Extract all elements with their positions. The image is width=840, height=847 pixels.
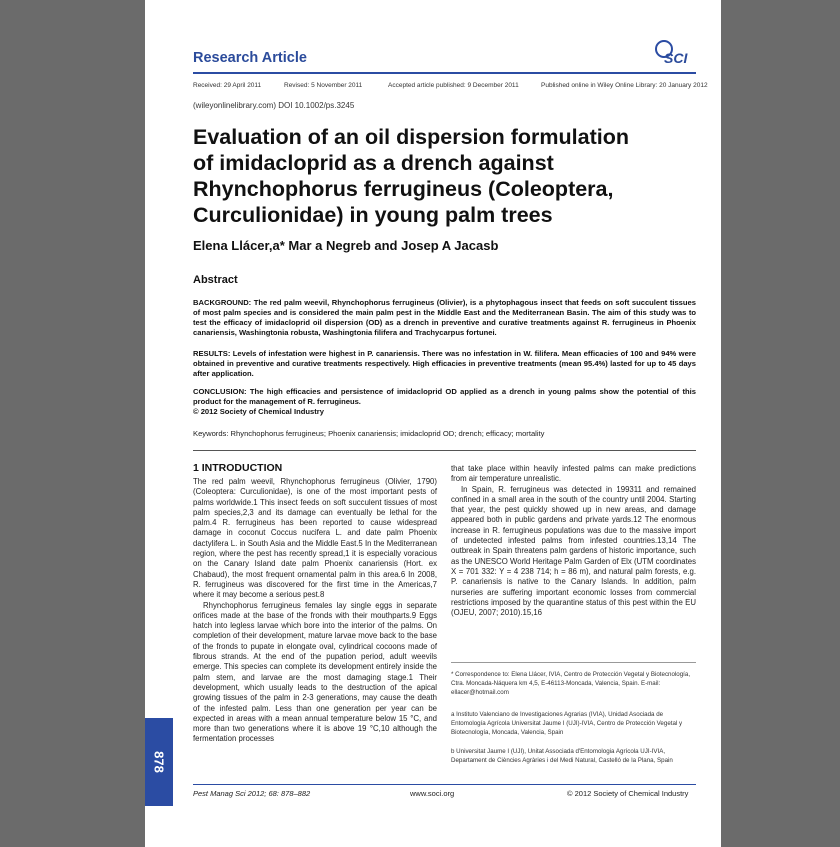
keywords: Keywords: Rhynchophorus ferrugineus; Phoenix canariensis; imidacloprid OD; drench; efficacy; mortality xyxy=(193,429,545,438)
paragraph: The red palm weevil, Rhynchophorus ferrugineus (Olivier, 1790) (Coleoptera: Curculionidae), is one of the most important pests of palms worldwide.1 This insect feeds on soft succulent tissues of most palm species,2,3 and its damage can eventually be lethal for the palm.4 R. ferrugineus has been reported to cause widespread damage in coconut Coccus nucifera L. and date palm Phoenix dactylifera L. in South Asia and the Middle East.5 In the Mediterranean region, where the pest has recently spread,1 it is especially voracious on the Canary Island date palm Phoenix canariensis (Hort. ex Chabaud), the most frequent ornamental palm in this area.6 In 2008, R. ferrugineus was discovered for the first time in the Americas,7 where it may become a serious pest.8 xyxy=(193,477,437,600)
authors: Elena Llácer,a* Mar a Negreb and Josep A Jacasb xyxy=(193,238,499,253)
footnote-affiliation-a: a Instituto Valenciano de Investigaciones Agrarias (IVIA), Unidad Asociada de Entomología Agrícola Universitat Jaume I (UJI)-IVIA, Centro de Protección Vegetal y Biotecnología, Moncada, Valencia, Spain xyxy=(451,711,683,736)
keywords-rule xyxy=(193,450,696,451)
footer-copyright: © 2012 Society of Chemical Industry xyxy=(567,789,689,798)
sci-logo-text: SCI xyxy=(664,50,688,66)
abstract-results: RESULTS: Levels of infestation were highest in P. canariensis. There was no infestation in W. filifera. Mean efficacies of 100 and 94% were obtained in preventive and curative treatments respectively. High efficacies in preventive treatments (mean 95.4%) lasted for up to 45 days after application. xyxy=(193,349,696,378)
page-number-tab xyxy=(145,718,173,806)
paragraph: that take place within heavily infested palms can make predictions from air temperature unrealistic. xyxy=(451,464,696,484)
abstract-copyright: © 2012 Society of Chemical Industry xyxy=(193,407,324,416)
page-number: 878 xyxy=(151,751,167,773)
paragraph: Rhynchophorus ferrugineus females lay single eggs in separate orifices made at the base of the fronds with their mouthparts.9 Eggs hatch into legless larvae which bore into the interior of the palms. On completion of their development, mature larvae move back to the base of the fronds to pupate in elongate oval, cylindrical cocoons made of fibrous strands. At the end of the pupation period, adult weevils emerge. This species can complete its development entirely inside the palm stem, and larvae are the most damaging stage.1 Their development, which usually leads to the destruction of the apical growing tissues of the palm in 2-3 generations, may cause the death of the infested palm. Less than one generation per year can be expected in areas with a mean annual temperature below 15 °C, and more than two generations where it is above 19 °C,10 although the fermentation processes xyxy=(193,600,437,744)
footnotes xyxy=(451,671,696,765)
footnote-correspondence: * Correspondence to: Elena Llácer, IVIA, Centro de Protección Vegetal y Biotecnología, Ctra. Moncada-Náquera km 4,5, E-46113-Moncada, Valencia, Spain. E-mail: ellacer@hotmail.com xyxy=(451,671,691,696)
intro-column-left xyxy=(193,477,437,745)
doi[interactable]: (wileyonlinelibrary.com) DOI 10.1002/ps.3245 xyxy=(193,101,355,110)
title-line: Evaluation of an oil dispersion formulation xyxy=(193,125,630,149)
revised-date: Revised: 5 November 2011 xyxy=(284,82,363,89)
section-heading-introduction: 1 INTRODUCTION xyxy=(193,462,283,474)
footnote-affiliation-b: b Universitat Jaume I (UJI), Unitat Associada d'Entomologia Agrícola UJI-IVIA, Departament de Ciències Agràries i del Medi Natural, Castelló de la Plana, Spain xyxy=(451,747,673,764)
footer-url[interactable]: www.soci.org xyxy=(410,789,455,798)
abstract-heading: Abstract xyxy=(193,274,238,286)
article-type-label: Research Article xyxy=(193,50,307,66)
published-date: Published online in Wiley Online Library: 20 January 2012 xyxy=(541,82,708,89)
abstract-conclusion: CONCLUSION: The high efficacies and persistence of imidacloprid OD applied as a drench in young palms show the potential of this product for the management of R. ferrugineus. xyxy=(193,387,696,406)
header-rule xyxy=(193,72,696,74)
title-line: Curculionidae) in young palm trees xyxy=(193,203,553,227)
title-line: of imidacloprid as a drench against xyxy=(193,151,554,175)
abstract-background: BACKGROUND: The red palm weevil, Rhynchophorus ferrugineus (Olivier), is a phytophagous insect that feeds on soft succulent tissues of most palm species and is considered the main palm pest in the Middle East and the Mediterranean Basin. The aim of this study was to test the efficacy of imidacloprid oil dispersion (OD) as a drench in preventive and curative treatments against R. ferrugineus in Phoenix canariensis, Washingtonia robusta, Washingtonia filifera and Trachycarpus fortunei. xyxy=(193,298,696,337)
title-line: Rhynchophorus ferrugineus (Coleoptera, xyxy=(193,177,614,201)
article-title xyxy=(193,124,693,228)
received-date: Received: 29 April 2011 xyxy=(193,82,262,89)
paragraph: In Spain, R. ferrugineus was detected in 199311 and remained confined in a small area in the south of the country until 2004. Starting that year, the pest quickly showed up in new areas, and damage appeared both in public gardens and private yards.12 The enormous increase in R. ferrugineus populations was due to the massive import of undetected infested palms from infested countries.13,14 The outbreak in Spain threatens palm gardens of historic importance, such as the UNESCO World Heritage Palm Garden of Elx (UTM coordinates X = 701 332: Y = 4 238 714; h = 86 m), and natural palm forests, e.g. P. canariensis is native to the Canary Islands. In addition, palm nurseries are suffering important economic losses from commercial restrictions imposed by the quarantine status of this pest within the EU (OJEU, 2007; 2010).15,16 xyxy=(451,484,696,618)
intro-column-right xyxy=(451,464,696,618)
footnote-rule xyxy=(451,662,696,663)
footer-journal: Pest Manag Sci 2012; 68: 878–882 xyxy=(193,789,311,798)
footer-rule xyxy=(193,784,696,785)
accepted-date: Accepted article published: 9 December 2011 xyxy=(388,82,519,89)
